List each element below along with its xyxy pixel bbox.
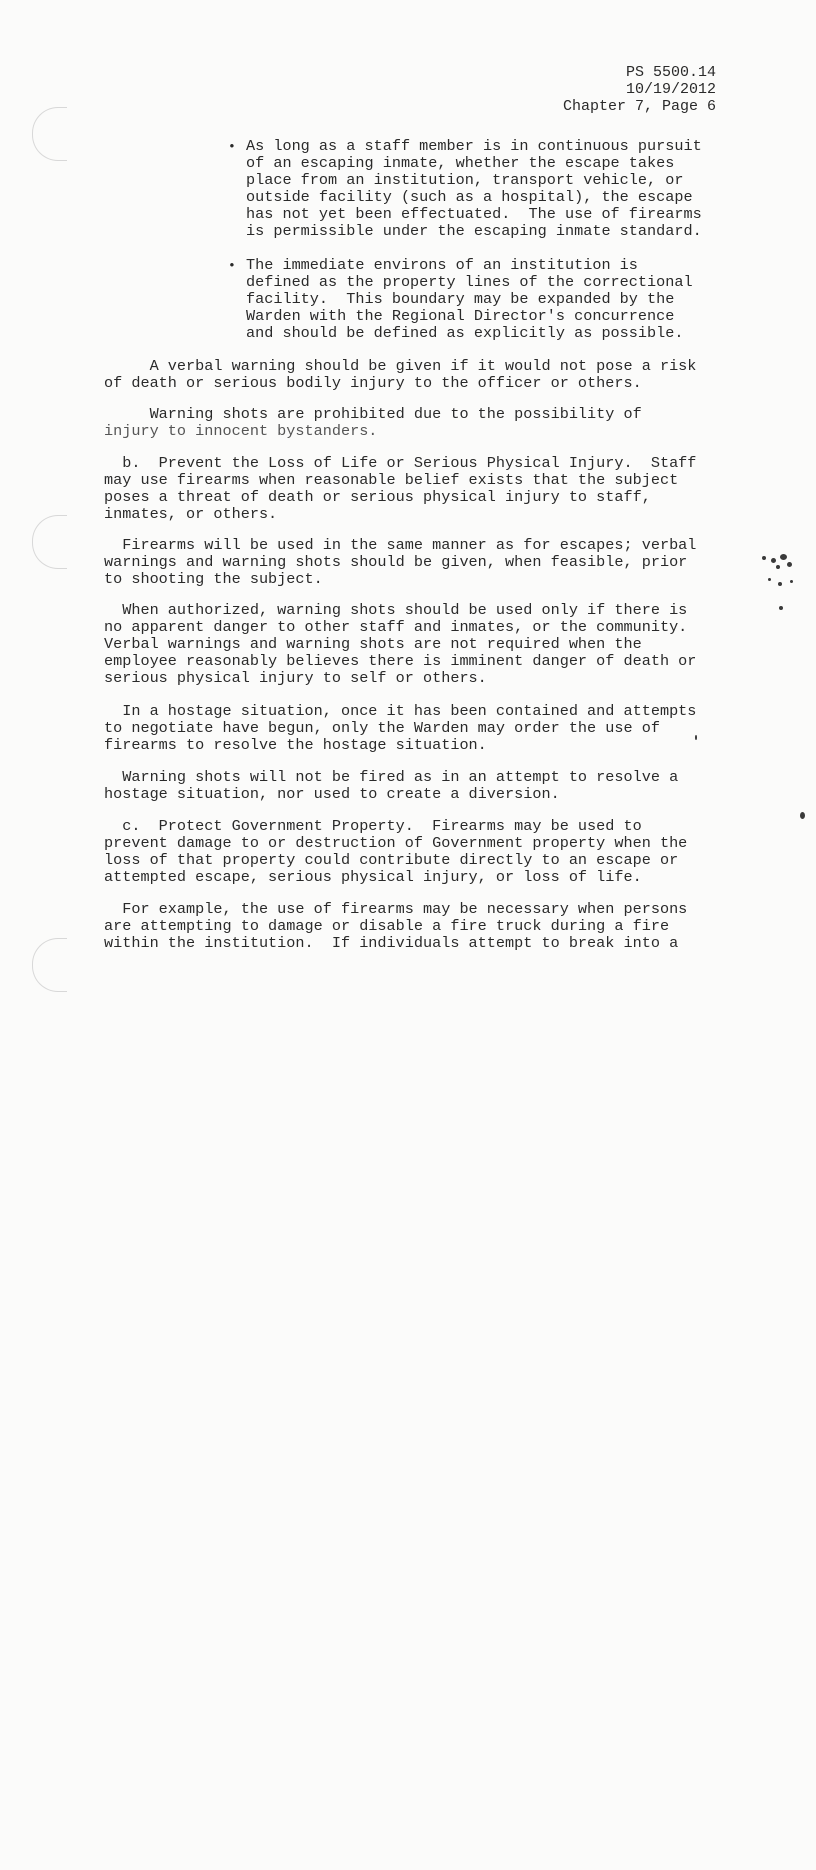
bullet-symbol: • xyxy=(228,258,236,273)
paragraph-firearms-same-manner: Firearms will be used in the same manner as for escapes; verbal warnings and warning shots should be given, when feasible, prior to shooting the subject. xyxy=(104,536,697,588)
bullet-symbol: • xyxy=(228,139,236,154)
bullet-item-pursuit: • As long as a staff member is in continuous pursuit of an escaping inmate, whether the escape takes place from an institution, transport vehicle, or outside facility (such as a hospital), the escape has not yet been effectuated. The use of firearms is permissible under the escaping inmate standard. xyxy=(228,137,702,240)
chapter-page: Chapter 7, Page 6 xyxy=(562,98,716,115)
paragraph-hostage-situation: In a hostage situation, once it has been contained and attempts to negotiate have begun, only the Warden may order the use of firearms to resolve the hostage situation. xyxy=(104,702,697,754)
bullet-item-environs: • The immediate environs of an institution is defined as the property lines of the correctional facility. This boundary may be expanded by the Warden with the Regional Director's concurrence and should be defined as explicitly as possible. xyxy=(228,256,693,342)
policy-date: 10/19/2012 xyxy=(625,81,716,98)
document-header xyxy=(563,64,716,115)
paragraph-no-warning-shots-hostage: Warning shots will not be fired as in an attempt to resolve a hostage situation, nor used to create a diversion. xyxy=(104,768,679,803)
paragraph-b-prevent-loss-of-life: b. Prevent the Loss of Life or Serious Physical Injury. Staff may use firearms when reasonable belief exists that the subject poses a threat of death or serious physical injury to staff, inmates, or others. xyxy=(104,454,697,523)
paragraph-verbal-warning: A verbal warning should be given if it would not pose a risk of death or serious bodily injury to the officer or others. xyxy=(104,357,697,392)
paragraph-warning-shots-prohibited: Warning shots are prohibited due to the possibility of injury to innocent bystanders. xyxy=(104,405,642,440)
policy-number: PS 5500.14 xyxy=(625,64,716,81)
paragraph-when-authorized: When authorized, warning shots should be used only if there is no apparent danger to other staff and inmates, or the community. Verbal warnings and warning shots are not required when the employee reasonably believes there is imminent danger of death or serious physical injury to self or others. xyxy=(104,601,697,687)
paragraph-for-example: For example, the use of firearms may be necessary when persons are attempting to damage or disable a fire truck during a fire within the institution. If individuals attempt to break into a xyxy=(104,900,688,952)
paragraph-c-protect-property: c. Protect Government Property. Firearms may be used to prevent damage to or destruction of Government property when the loss of that property could contribute directly to an escape or attempted escape, serious physical injury, or loss of life. xyxy=(104,817,688,886)
